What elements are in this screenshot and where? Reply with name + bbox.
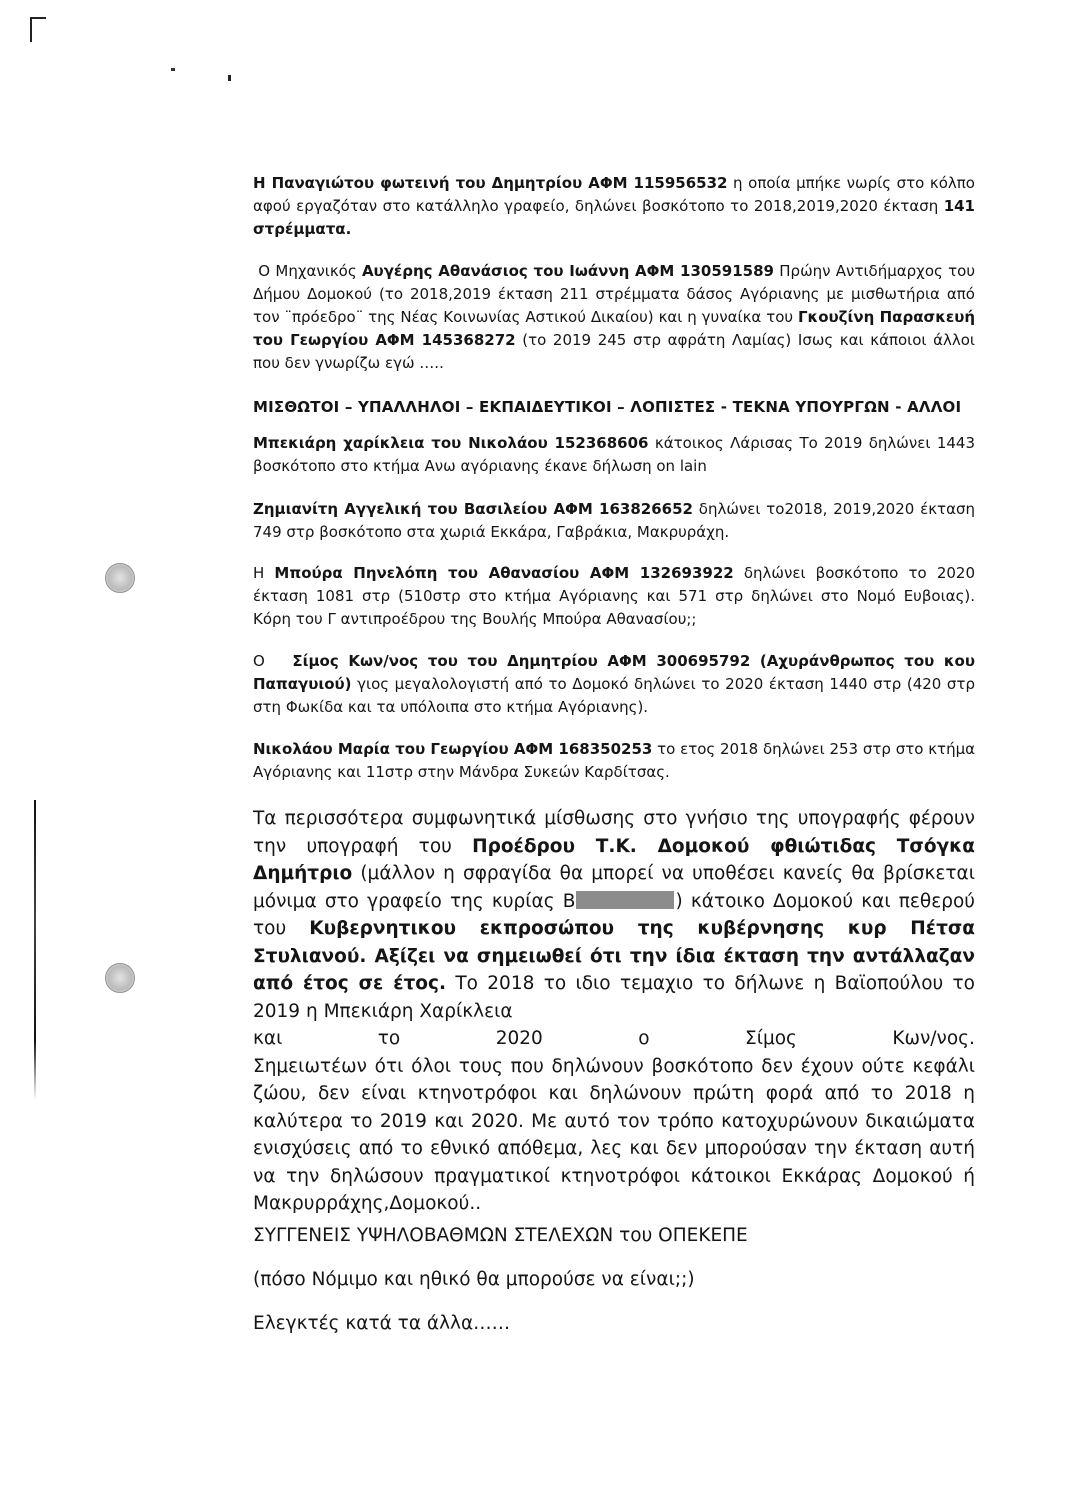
president-bold: Προέδρου Τ.Κ. Δομοκού φθιώτιδας Τσόγκα Δημήτριο: [253, 835, 975, 884]
paragraph-mpekiari: [253, 432, 975, 478]
paragraph-text: η οποία μπήκε νωρίς στο κόλπο αφού εργαζόταν στο κατάλληλο γραφείο, δηλώνει βοσκότοπο το 2018,2019,2020 έκταση: [253, 174, 975, 215]
paragraph-lead: Ο: [253, 652, 275, 670]
heading-text: ΜΙΣΘΩΤΟΙ – ΥΠΑΛΛΗΛΟΙ – ΕΚΠΑΙΔΕΥΤΙΚΟΙ – ΛΟΠΙΣΤΕΣ - ΤΕΚΝΑ ΥΠΟΥΡΓΩΝ - ΑΛΛΟΙ: [253, 398, 962, 416]
spread-word: Σίμος: [745, 1028, 797, 1049]
name-bold: Σίμος Κων/νος του του Δημητρίου ΑΦΜ 300695792 (Αχυράνθρωπος του κου Παπαγυιού): [253, 652, 975, 693]
paragraph-text: ) κάτοικο Δομοκού και πεθερού του: [253, 890, 975, 939]
paragraph-nikolaou: [253, 738, 975, 784]
scan-speck: [171, 68, 175, 71]
name-bold: Γκουζίνη Παρασκευή του Γεωργίου ΑΦΜ 145368272: [253, 308, 976, 349]
paragraph-text: (το 2019 245 στρ αφράτη Λαμίας) Ισως και κάποιοι άλλοι που δεν γνωρίζω εγώ …..: [253, 331, 976, 372]
paragraph-lead: Ο Μηχανικός: [258, 262, 362, 280]
area-bold: 141 στρέμματα.: [253, 197, 975, 238]
paragraph-lead: Η: [253, 564, 275, 582]
paragraph-text: το ετος 2018 δηλώνει 253 στρ στο κτήμα Αγόριανης και 11στρ στην Μάνδρα Συκεών Καρδίτσας.: [253, 740, 976, 781]
question-line: (πόσο Νόμιμο και ηθικό θα μπορούσε να είναι;;): [253, 1269, 695, 1290]
redaction-bar: [576, 891, 674, 909]
paragraph-text: Σημειωτέων ότι όλοι τους που δηλώνουν βοσκότοπο δεν έχουν ούτε κεφάλι ζώου, δεν είναι κτηνοτρόφοι και δηλώνουν πρώτη φορά από το 2018 η καλύτερα το 2019 και 2020. Με αυτό τον τρόπο κατοχυρώνουν δικαιώματα ενισχύσεις από το εθνικό απόθεμα, λες και δεν μπορούσαν την έκταση αυτή να την δηλώσουν πραγματικοί κτηνοτρόφοι κάτοικοι Εκκάρας Δομοκού ή Μακρυρράχης,Δομοκού..: [253, 1055, 975, 1214]
name-bold: Η Παναγιώτου φωτεινή του Δημητρίου ΑΦΜ 115956532: [253, 174, 728, 192]
scan-speck: [228, 75, 231, 81]
punch-hole: [105, 563, 135, 593]
name-bold: Ζημιανίτη Αγγελική του Βασιλείου ΑΦΜ 163826652: [253, 500, 693, 518]
paragraph-text: (μάλλον η σφραγίδα θα μπορεί να υποθέσει κανείς θα βρίσκεται μόνιμα στο γραφείο της κυρίας Β: [253, 863, 975, 912]
paragraph-panagiotou: [253, 172, 975, 241]
closing-line: Ελεγκτές κατά τα άλλα……: [253, 1313, 511, 1334]
spread-line: [253, 1025, 975, 1053]
spread-word: 2020: [495, 1028, 543, 1049]
section-heading: [253, 398, 975, 416]
spread-word: το: [377, 1028, 401, 1049]
spread-word: ο: [638, 1028, 650, 1049]
name-bold: Μπούρα Πηνελόπη του Αθανασίου ΑΦΜ 132693922: [274, 564, 734, 582]
paragraph-text: γιος μεγαλολογιστή από το Δομοκό δηλώνει το 2020 έκταση 1440 στρ (420 στρ στη Φωκίδα και τα υπόλοιπα στο κτήμα Αγόριανης).: [253, 675, 975, 716]
margin-pen-line: [34, 800, 36, 1100]
paragraph-moura: [253, 562, 975, 631]
spread-word: και: [253, 1028, 283, 1049]
paragraph-text: δηλώνει το2018, 2019,2020 έκταση 749 στρ βοσκότοπο στα χωριά Εκκάρα, Γαβράκια, Μακρυράχη.: [253, 500, 975, 541]
punch-hole: [105, 963, 135, 993]
spokesman-bold: Κυβερνητικου εκπροσώπου της κυβέρνησης κυρ Πέτσα Στυλιανού. Αξίζει να σημειωθεί ότι την ίδια έκταση την αντάλλαζαν από έτος σε έτος.: [253, 918, 976, 994]
paragraph-text: Πρώην Αντιδήμαρχος του Δήμου Δομοκού (το 2018,2019 έκταση 211 στρέμματα δάσος Αγόριανης με μισθωτήρια από τον ¨πρόεδρο¨ της Νέας Κοινωνίας Αστικού Δικαίου) και η γυναίκα του: [253, 262, 975, 326]
paragraph-contracts: [253, 805, 975, 1218]
name-bold: Νικολάου Μαρία του Γεωργίου ΑΦΜ 168350253: [253, 740, 653, 758]
name-bold: Μπεκιάρη χαρίκλεια του Νικολάου 152368606: [253, 434, 649, 452]
paragraph-avgeris: [253, 260, 975, 375]
relatives-heading: ΣΥΓΓΕΝΕΙΣ ΥΨΗΛΟΒΑΘΜΩΝ ΣΤΕΛΕΧΩΝ του ΟΠΕΚΕΠΕ: [253, 1225, 748, 1246]
spread-word: Κων/νος.: [892, 1028, 975, 1049]
paragraph-text: Τα περισσότερα συμφωνητικά μίσθωσης στο γνήσιο της υπογραφής φέρουν την υπογραφή του: [253, 808, 975, 857]
paragraph-text: Το 2018 το ιδιο τεμαχιο το δήλωνε η Βαϊοπούλου το 2019 η Μπεκιάρη Χαρίκλεια: [253, 973, 976, 1022]
scan-corner-mark: [30, 17, 46, 19]
paragraph-simos: [253, 650, 975, 719]
paragraph-zimianiti: [253, 498, 975, 544]
closing-lines: [253, 1222, 975, 1354]
paragraph-text: κάτοικος Λάρισας Το 2019 δηλώνει 1443 βοσκότοπο στο κτήμα Ανω αγόριανης έκανε δήλωση on lain: [253, 434, 975, 475]
paragraph-text: δηλώνει βοσκότοπο το 2020 έκταση 1081 στρ (510στρ στο κτήμα Αγόριανης και 571 στρ δηλώνει στο Νομό Ευβοιας). Κόρη του Γ αντιπροέδρου της Βουλής Μπούρα Αθανασίου;;: [253, 564, 975, 628]
name-bold: Αυγέρης Αθανάσιος του Ιωάννη ΑΦΜ 130591589: [361, 262, 774, 280]
scan-corner-mark: [30, 17, 32, 42]
